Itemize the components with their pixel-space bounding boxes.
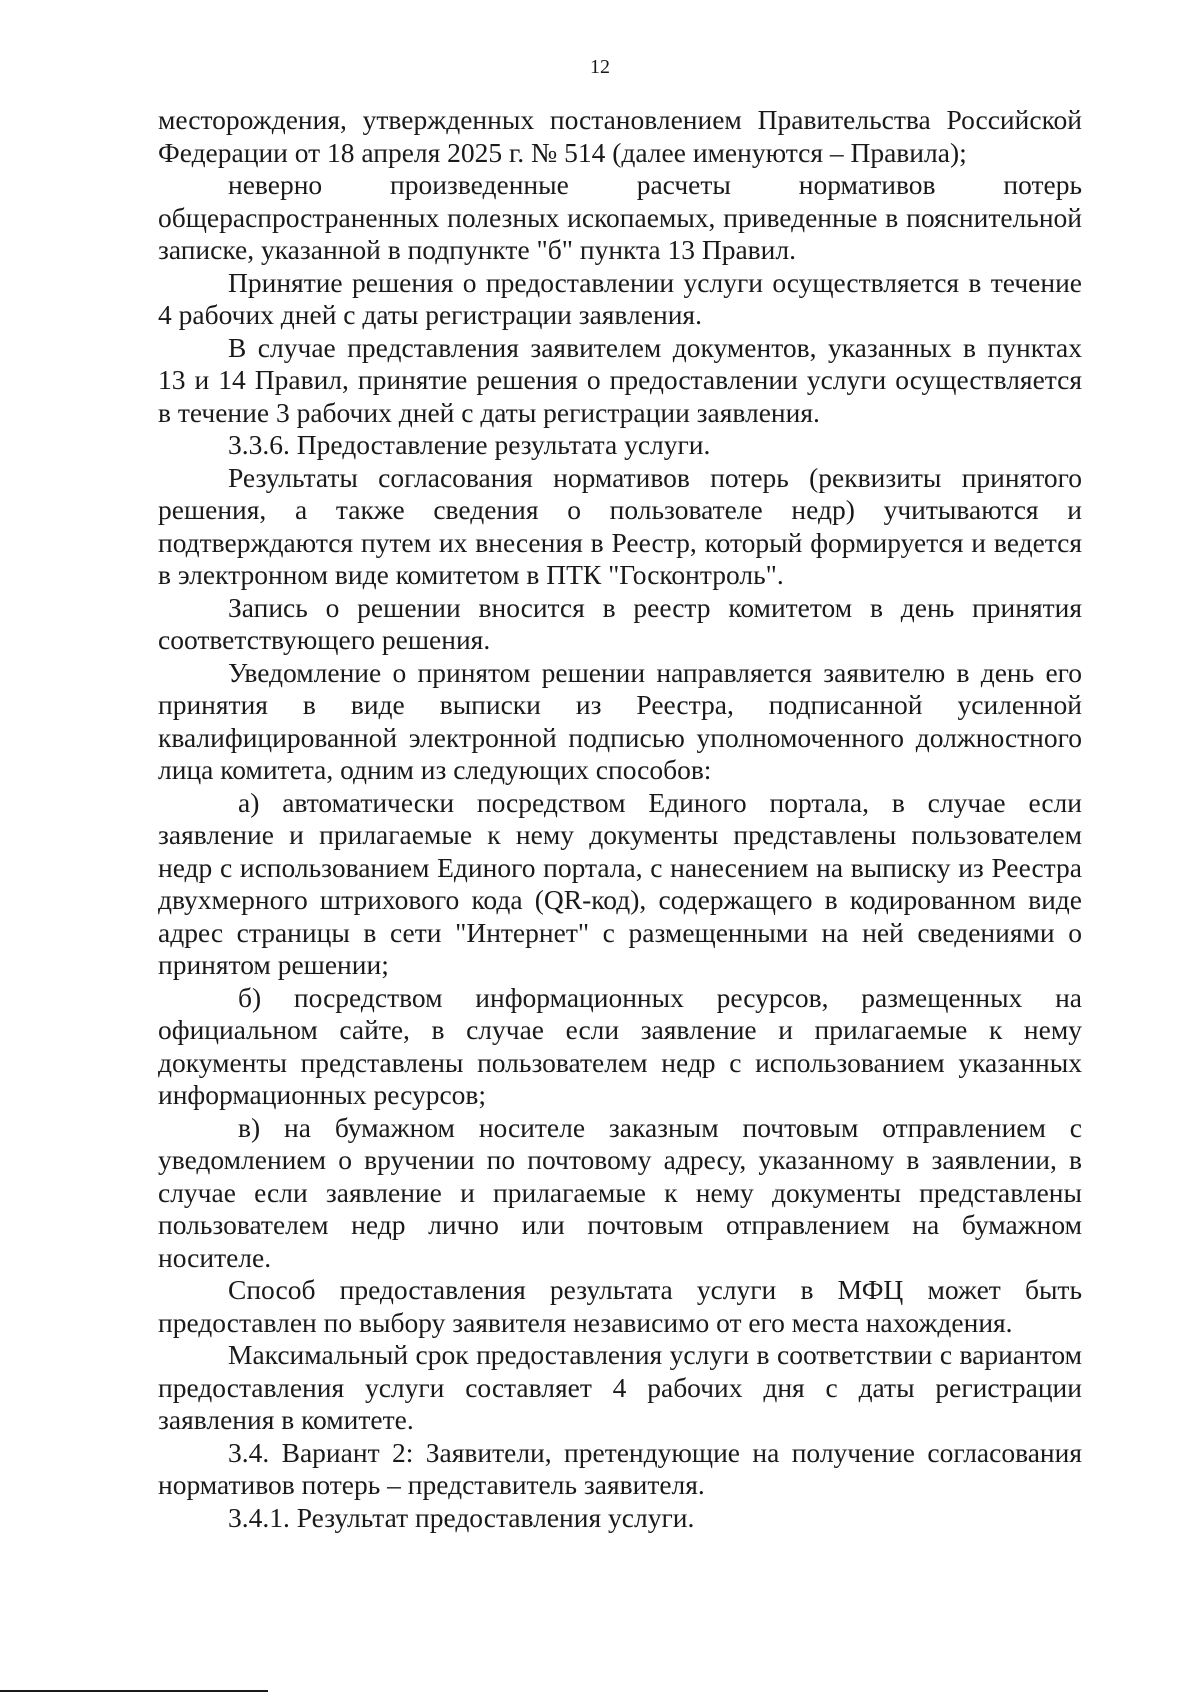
section-heading: 3.3.6. Предоставление результата услуги. bbox=[228, 429, 711, 460]
document-body bbox=[158, 104, 1082, 1534]
section-heading: 3.4. Вариант 2: Заявители, претендующие на получение согласования нормативов потерь – представитель заявителя. bbox=[158, 1436, 1082, 1500]
footer-rule bbox=[0, 1690, 268, 1692]
paragraph: месторождения, утвержденных постановлением Правительства Российской Федерации от 18 апреля 2025 г. № 514 (далее именуются – Правила); bbox=[158, 104, 1082, 168]
paragraph: Уведомление о принятом решении направляется заявителю в день его принятия в виде выписки из Реестра, подписанной усиленной квалифицированной электронной подписью уполномоченного должностного лица комитета, одним из следующих способов: bbox=[158, 656, 1082, 785]
paragraph: Способ предоставления результата услуги в МФЦ может быть предоставлен по выбору заявителя независимо от его места нахождения. bbox=[158, 1274, 1082, 1338]
paragraph: Запись о решении вносится в реестр комитетом в день принятия соответствующего решения. bbox=[158, 591, 1082, 655]
section-heading: 3.4.1. Результат предоставления услуги. bbox=[228, 1501, 695, 1533]
list-item: в) на бумажном носителе заказным почтовым отправлением с уведомлением о вручении по почтовому адресу, указанному в заявлении, в случае если заявление и прилагаемые к нему документы представлены пользователем недр лично или почтовым отправлением на бумажном носителе. bbox=[158, 1111, 1082, 1273]
list-item: б) посредством информационных ресурсов, размещенных на официальном сайте, в случае если заявление и прилагаемые к нему документы представлены пользователем недр с использованием указанных информационных ресурсов; bbox=[158, 981, 1082, 1110]
paragraph: Результаты согласования нормативов потерь (реквизиты принятого решения, а также сведения о пользователе недр) учитываются и подтверждаются путем их внесения в Реестр, который формируется и ведется в электронном виде комитетом в ПТК "Госконтроль". bbox=[158, 461, 1082, 590]
paragraph: Максимальный срок предоставления услуги в соответствии с вариантом предоставления услуги составляет 4 рабочих дня с даты регистрации заявления в комитете. bbox=[158, 1339, 1082, 1435]
list-item: а) автоматически посредством Единого портала, в случае если заявление и прилагаемые к нему документы представлены пользователем недр с использованием Единого портала, с нанесением на выписку из Реестра двухмерного штрихового кода (QR-код), содержащего в кодированном виде адрес страницы в сети "Интернет" с размещенными на ней сведениями о принятом решении; bbox=[158, 786, 1082, 980]
page-number: 12 bbox=[590, 56, 610, 78]
paragraph: Принятие решения о предоставлении услуги осуществляется в течение 4 рабочих дней с даты регистрации заявления. bbox=[158, 266, 1082, 330]
paragraph: неверно произведенные расчеты нормативов потерь общераспространенных полезных ископаемых, приведенные в пояснительной записке, указанной в подпункте "б" пункта 13 Правил. bbox=[158, 169, 1082, 265]
paragraph: В случае представления заявителем документов, указанных в пунктах 13 и 14 Правил, принятие решения о предоставлении услуги осуществляется в течение 3 рабочих дней с даты регистрации заявления. bbox=[158, 331, 1082, 428]
